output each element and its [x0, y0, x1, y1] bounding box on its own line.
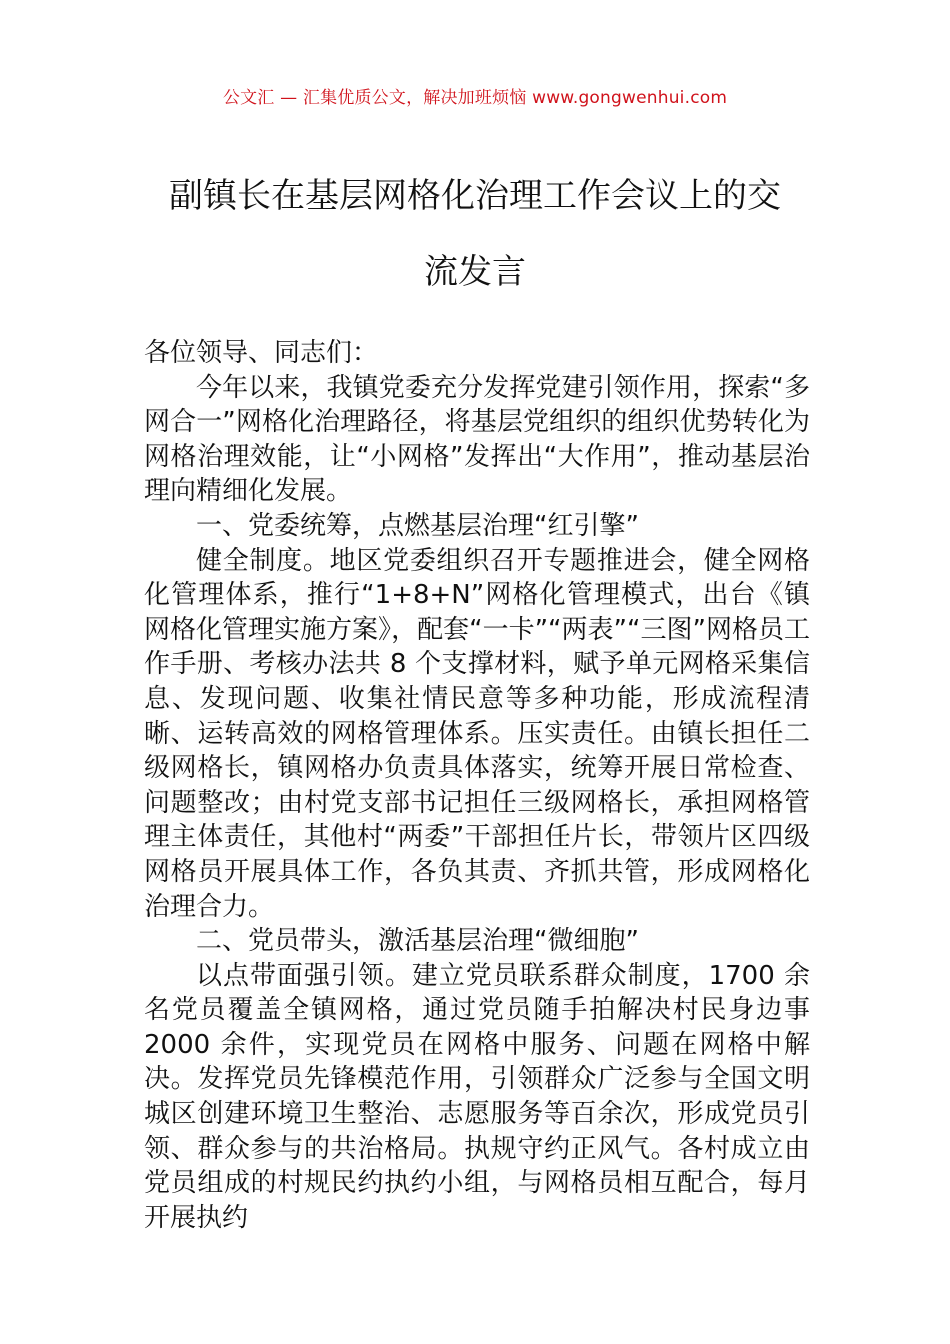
intro-paragraph: 今年以来，我镇党委充分发挥党建引领作用，探索“多网合一”网格化治理路径，将基层党组织的组织优势转化为网格治理效能，让“小网格”发挥出“大作用”，推动基层治理向精细化发展。 — [144, 372, 810, 507]
watermark-header: 公文汇 — 汇集优质公文，解决加班烦恼 www.gongwenhui.com — [222, 88, 728, 108]
title-line-1: 副镇长在基层网格化治理工作会议上的交 — [169, 176, 781, 216]
title-line-2: 流发言 — [424, 252, 526, 292]
section-2-paragraph: 以点带面强引领。建立党员联系群众制度，1700 余名党员覆盖全镇网格，通过党员随手拍解决村民身边事 2000 余件，实现党员在网格中服务、问题在网格中解决。发挥党员先锋模范作用，引领群众广泛参与全国文明城区创建环境卫生整治、志愿服务等百余次，形成党员引领、群众参与的共治格局。执规守约正风气。各村成立由党员组成的村规民约执约小组，与网格员相互配合，每月开展执约 — [144, 960, 810, 1233]
section-heading-2: 二、党员带头，激活基层治理“微细胞” — [196, 926, 639, 957]
document-body — [144, 336, 810, 1235]
section-1-paragraph: 健全制度。地区党委组织召开专题推进会，健全网格化管理体系，推行“1+8+N”网格化管理模式，出台《镇网格化管理实施方案》，配套“一卡”“两表”“三图”网格员工作手册、考核办法共 8 个支撑材料，赋予单元网格采集信息、发现问题、收集社情民意等多种功能，形成流程清晰、运转高效的网格管理体系。压实责任。由镇长担任二级网格长，镇网格办负责具体落实，统筹开展日常检查、问题整改；由村党支部书记担任三级网格长，承担网格管理主体责任，其他村“两委”干部担任片长，带领片区四级网格员开展具体工作，各负其责、齐抓共管，形成网格化治理合力。 — [144, 545, 810, 922]
section-heading-1: 一、党委统筹，点燃基层治理“红引擎” — [196, 510, 639, 541]
salutation: 各位领导、同志们： — [144, 338, 379, 368]
document-title — [0, 168, 950, 300]
